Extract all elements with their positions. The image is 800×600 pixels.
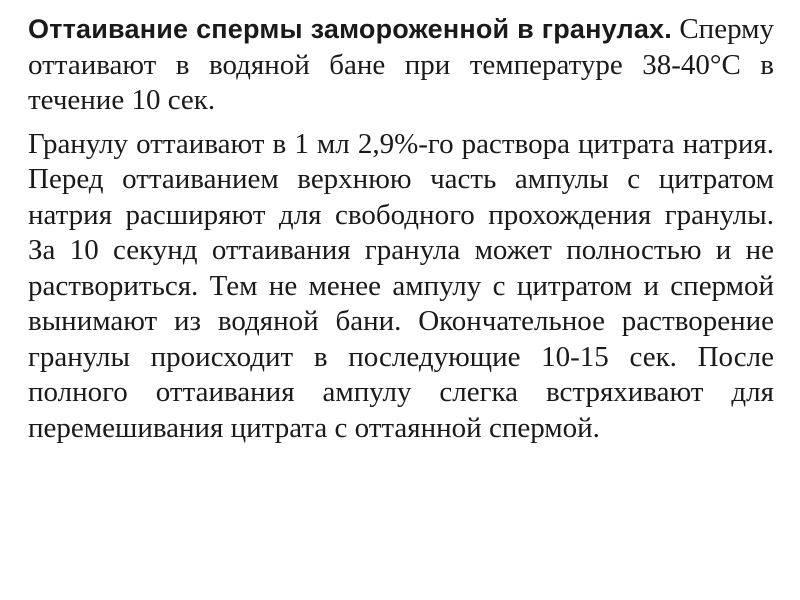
paragraph-1 (28, 12, 774, 119)
paragraph-2 (28, 127, 774, 447)
paragraph-heading: Оттаивание спермы замороженной в гранулах. (28, 14, 672, 44)
paragraph-1-text: Сперму оттаивают в водяной бане при температуре 38-40°С в течение 10 сек. (28, 13, 774, 116)
text-block (28, 12, 774, 446)
paragraph-2-text: Гранулу оттаивают в 1 мл 2,9%-го раствора цитрата натрия. Перед оттаиванием верхнюю часть ампулы с цитратом натрия расширяют для свободного прохождения гранулы. За 10 секунд оттаивания гранула может полностью и не раствориться. Тем не менее ампулу с цитратом и спермой вынимают из водяной бани. Окончательное растворение гранулы происходит в последующие 10-15 сек. После полного оттаивания ампулу слегка встряхивают для перемешивания цитрата с оттаянной спермой. (28, 127, 774, 444)
